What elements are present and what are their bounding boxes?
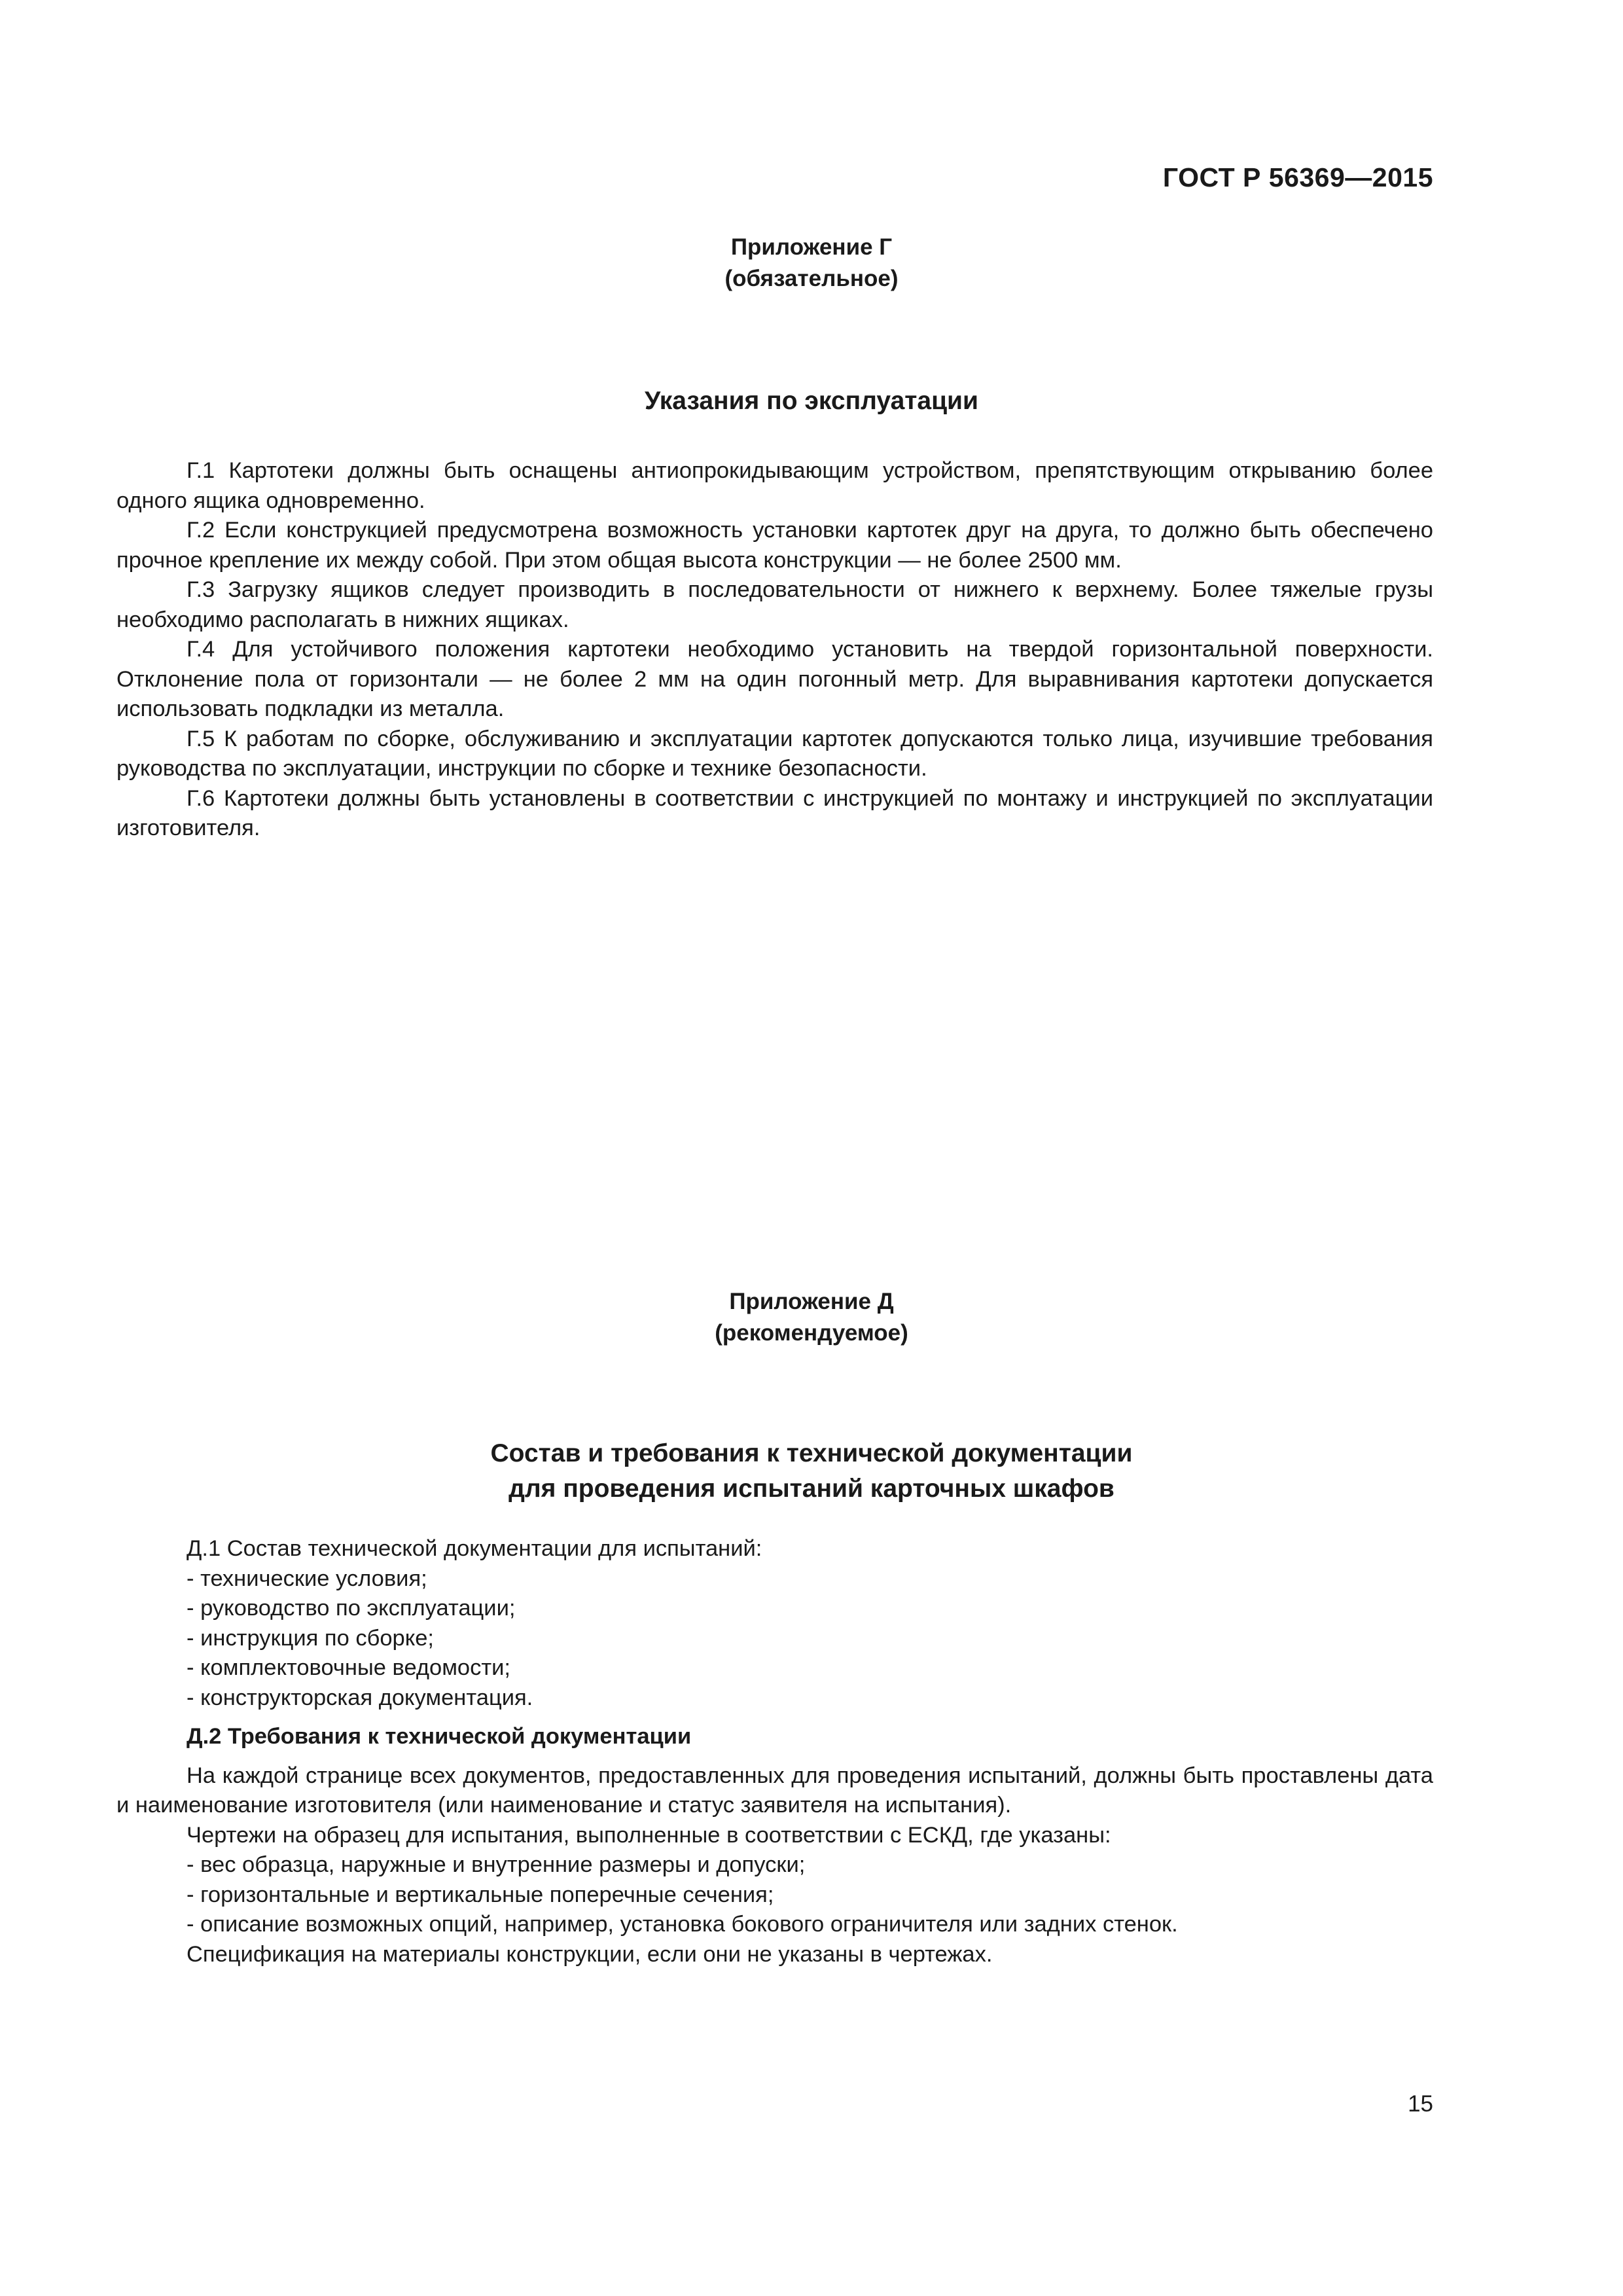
d1-list-item: - комплектовочные ведомости; bbox=[187, 1655, 511, 1680]
paragraph-g5: Г.5 К работам по сборке, обслуживанию и эксплуатации картотек допускаются только лица, изучившие требования руководства по эксплуатации, инструкции по сборке и технике безопасности. bbox=[116, 726, 1433, 781]
appendix-g-heading bbox=[0, 232, 1623, 295]
d2-drawings-intro: Чертежи на образец для испытания, выполненные в соответствии с ЕСКД, где указаны: bbox=[187, 1822, 1111, 1848]
appendix-d-label: Приложение Д bbox=[729, 1289, 894, 1314]
d1-list-item: - конструкторская документация. bbox=[187, 1685, 533, 1710]
d2-list-item: - описание возможных опций, например, установка бокового ограничителя или задних стенок. bbox=[187, 1912, 1178, 1937]
paragraph-g3: Г.3 Загрузку ящиков следует производить в последовательности от нижнего к верхнему. Более тяжелые грузы необходимо располагать в нижних ящиках. bbox=[116, 577, 1433, 632]
d1-intro: Д.1 Состав технической документации для испытаний: bbox=[187, 1536, 762, 1561]
document-id-header: ГОСТ Р 56369—2015 bbox=[1162, 162, 1433, 192]
d2-specification: Спецификация на материалы конструкции, если они не указаны в чертежах. bbox=[187, 1941, 993, 1967]
d1-list-item: - инструкция по сборке; bbox=[187, 1625, 434, 1651]
appendix-d-title-line2: для проведения испытаний карточных шкафов bbox=[508, 1475, 1115, 1503]
appendix-g-title-text: Указания по эксплуатации bbox=[645, 387, 978, 415]
d2-heading: Д.2 Требования к технической документации bbox=[187, 1724, 692, 1749]
appendix-d-body bbox=[116, 1534, 1433, 1969]
appendix-d-status: (рекомендуемое) bbox=[715, 1320, 908, 1346]
appendix-g-label: Приложение Г bbox=[730, 234, 893, 260]
d1-list-item: - технические условия; bbox=[187, 1566, 427, 1591]
appendix-g-title bbox=[0, 384, 1623, 419]
appendix-g-body bbox=[116, 456, 1433, 844]
appendix-g-status: (обязательное) bbox=[724, 266, 899, 291]
paragraph-g6: Г.6 Картотеки должны быть установлены в соответствии с инструкцией по монтажу и инструкцией по эксплуатации изготовителя. bbox=[116, 785, 1433, 840]
paragraph-g1: Г.1 Картотеки должны быть оснащены антиопрокидывающим устройством, препятствующим открыванию более одного ящика одновременно. bbox=[116, 458, 1433, 513]
d1-list-item: - руководство по эксплуатации; bbox=[187, 1596, 516, 1621]
appendix-d-title bbox=[0, 1436, 1623, 1507]
paragraph-g4: Г.4 Для устойчивого положения картотеки необходимо установить на твердой горизонтальной поверхности. Отклонение пола от горизонтали — не более 2 мм на один погонный метр. Для выравнивания картотеки допускается использовать подкладки из металла. bbox=[116, 637, 1433, 721]
d2-paragraph: На каждой странице всех документов, предоставленных для проведения испытаний, должны быть проставлены дата и наименование изготовителя (или наименование и статус заявителя на испытания). bbox=[116, 1763, 1433, 1818]
appendix-d-title-line1: Состав и требования к технической документации bbox=[490, 1439, 1133, 1467]
paragraph-g2: Г.2 Если конструкцией предусмотрена возможность установки картотек друг на друга, то должно быть обеспечено прочное крепление их между собой. При этом общая высота конструкции — не более 2500 мм. bbox=[116, 518, 1433, 573]
d2-list-item: - вес образца, наружные и внутренние размеры и допуски; bbox=[187, 1852, 806, 1877]
d2-list-item: - горизонтальные и вертикальные поперечные сечения; bbox=[187, 1882, 774, 1907]
appendix-d-heading bbox=[0, 1286, 1623, 1349]
page-number: 15 bbox=[1408, 2091, 1433, 2117]
